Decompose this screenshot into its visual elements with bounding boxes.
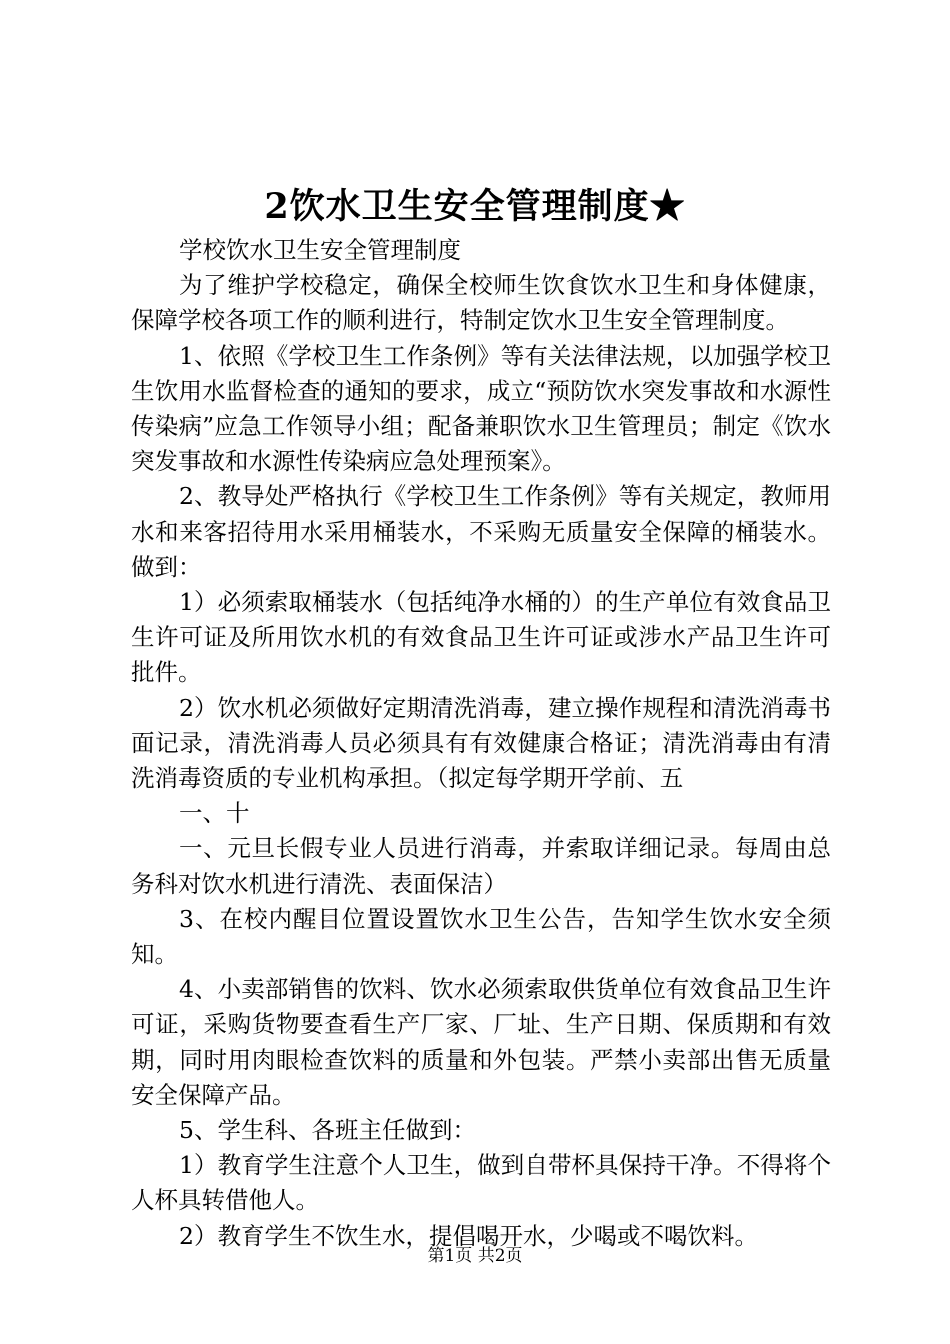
page-number-footer: 第1页 共2页	[427, 1246, 523, 1266]
paragraph-subtitle: 学校饮水卫生安全管理制度	[179, 236, 461, 264]
document-body	[131, 233, 831, 1254]
document-title: 2饮水卫生安全管理制度★	[264, 186, 686, 227]
paragraph-item-4: 4、小卖部销售的饮料、饮水必须索取供货单位有效食品卫生许可证，采购货物要查看生产厂家、厂址、生产日期、保质期和有效期，同时用肉眼检查饮料的质量和外包装。严禁小卖部出售无质量安全保障产品。	[131, 975, 831, 1109]
paragraph-intro: 为了维护学校稳定，确保全校师生饮食饮水卫生和身体健康，保障学校各项工作的顺利进行，特制定饮水卫生安全管理制度。	[131, 271, 831, 335]
paragraph-item-3: 3、在校内醒目位置设置饮水卫生公告，告知学生饮水安全须知。	[131, 904, 831, 969]
paragraph-item-5: 5、学生科、各班主任做到：	[179, 1116, 476, 1145]
paragraph-item-2: 2、教导处严格执行《学校卫生工作条例》等有关规定，教师用水和来客招待用水采用桶装水，不采购无质量安全保障的桶装水。做到：	[131, 482, 831, 581]
paragraph-item-2-sub-2-cont: 一、元旦长假专业人员进行消毒，并索取详细记录。每周由总务科对饮水机进行清洗、表面保洁）	[131, 834, 831, 898]
paragraph-item-2-sub-2: 2）饮水机必须做好定期清洗消毒，建立操作规程和清洗消毒书面记录，清洗消毒人员必须具有有效健康合格证；清洗消毒由有清洗消毒资质的专业机构承担。（拟定每学期开学前、五	[131, 693, 831, 793]
paragraph-item-2-sub-1: 1）必须索取桶装水（包括纯净水桶的）的生产单位有效食品卫生许可证及所用饮水机的有效食品卫生许可证或涉水产品卫生许可批件。	[131, 588, 831, 687]
paragraph-item-5-sub-2: 2）教育学生不饮生水，提倡喝开水，少喝或不喝饮料。	[179, 1221, 758, 1250]
paragraph-item-5-sub-1: 1）教育学生注意个人卫生，做到自带杯具保持干净。不得将个人杯具转借他人。	[131, 1151, 831, 1215]
paragraph-item-1: 1、依照《学校卫生工作条例》等有关法律法规，以加强学校卫生饮用水监督检查的通知的要求，成立“预防饮水突发事故和水源性传染病”应急工作领导小组；配备兼职饮水卫生管理员；制定《饮水突发事故和水源性传染病应急处理预案》。	[131, 341, 831, 476]
paragraph-fragment: 一、十	[179, 799, 250, 828]
